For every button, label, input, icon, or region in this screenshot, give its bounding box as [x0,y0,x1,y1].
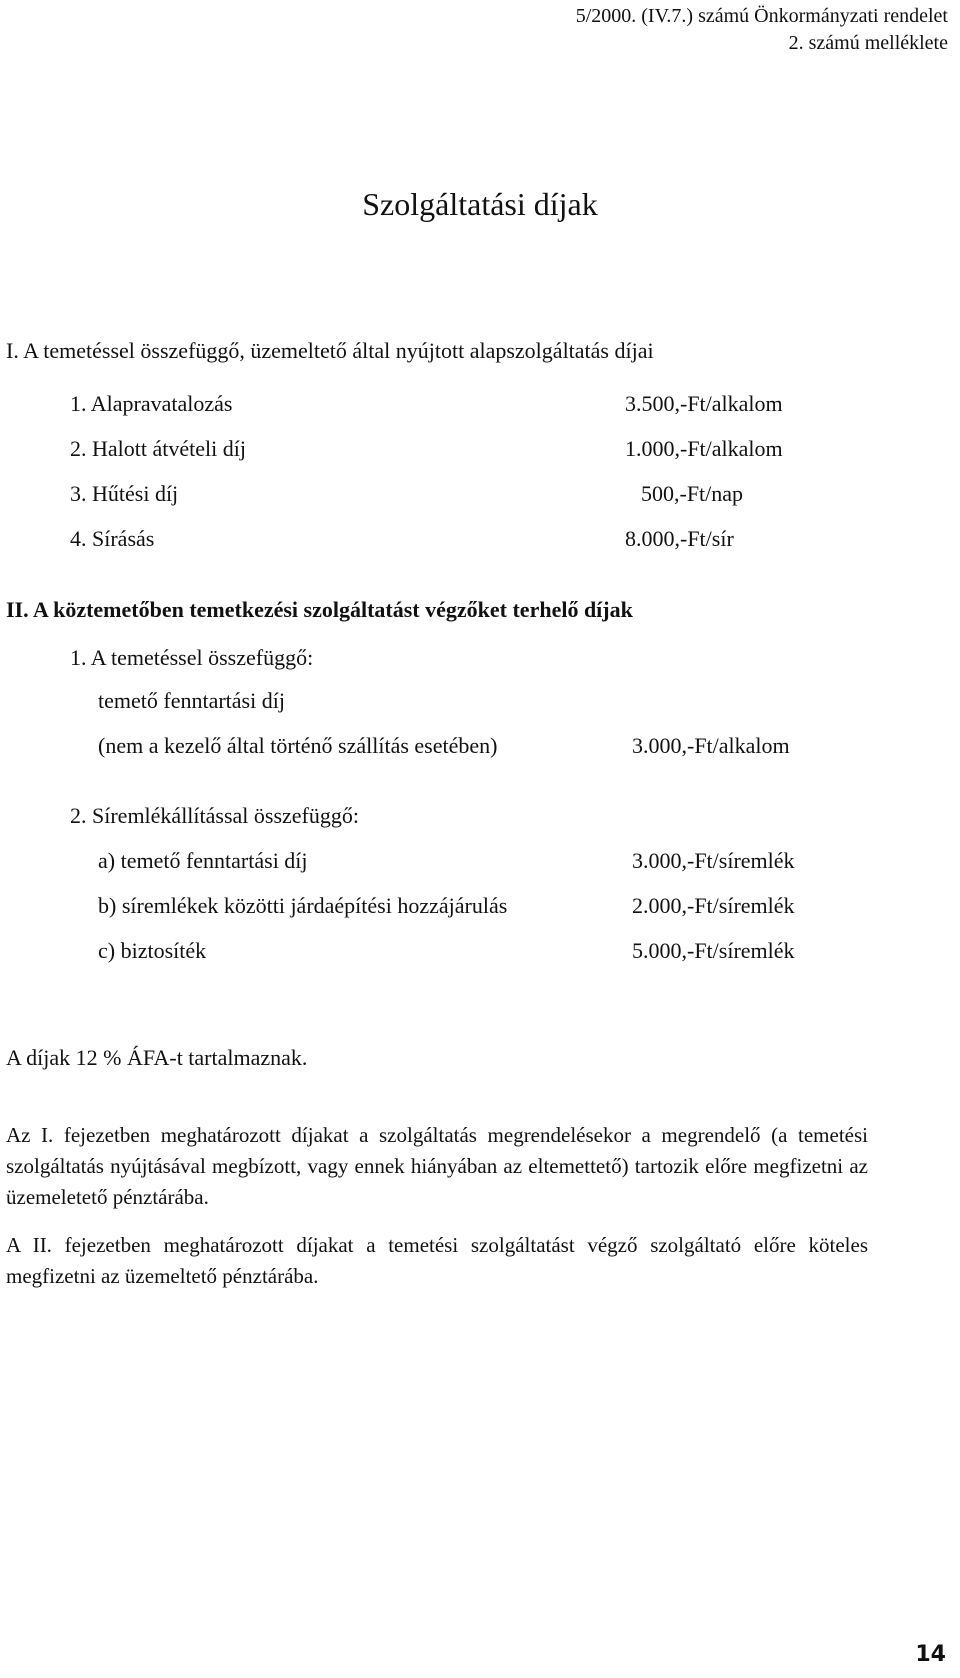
vat-note: A díjak 12 % ÁFA-t tartalmaznak. [6,1045,308,1070]
fee-item-price: 1.000,-Ft/alkalom [625,436,783,461]
fee-item-label: 4. Sírásás [70,526,155,551]
header-line-2: 2. számú melléklete [788,32,948,54]
fee-item-label: 2. Halott átvételi díj [70,436,246,461]
payment-paragraph-2: A II. fejezetben meghatározott díjakat a temetési szolgáltatást végző szolgáltató előre köteles megfizetni az üzemeltető pénztárába. [6,1233,868,1288]
section-2-item-1-line-2: (nem a kezelő által történő szállítás esetében) [98,733,498,758]
section-2-item-2-label: 2. Síremlékállítással összefüggő: [70,803,359,828]
fee-item-price: 8.000,-Ft/sír [625,526,734,551]
sub-item-price: 3.000,-Ft/síremlék [632,848,795,873]
fee-item-price: 500,-Ft/nap [641,481,744,506]
sub-item-price: 5.000,-Ft/síremlék [632,938,795,963]
section-2-item-1-price: 3.000,-Ft/alkalom [632,733,790,758]
section-2-item-1-label: 1. A temetéssel összefüggő: [70,645,314,670]
sub-item-label: c) biztosíték [98,938,207,963]
fee-item-label: 3. Hűtési díj [70,481,179,506]
page-number: 14 [915,1642,946,1667]
section-1-heading: I. A temetéssel összefüggő, üzemeltető által nyújtott alapszolgáltatás díjai [6,338,654,363]
header-line-1: 5/2000. (IV.7.) számú Önkormányzati rendelet [575,5,948,27]
section-2-item-1-line-1: temető fenntartási díj [98,688,285,713]
payment-paragraph-1: Az I. fejezetben meghatározott díjakat a szolgáltatás megrendelésekor a megrendelő (a temetési szolgáltatás nyújtásával megbízott, vagy ennek hiányában az eltemettető) tartozik előre megfizetni az üzemeletető pénztárába. [6,1123,868,1209]
sub-item-label: b) síremlékek közötti járdaépítési hozzájárulás [98,893,508,918]
page-title: Szolgáltatási díjak [362,186,598,222]
sub-item-label: a) temető fenntartási díj [98,848,308,873]
fee-item-price: 3.500,-Ft/alkalom [625,391,783,416]
section-2-heading: II. A köztemetőben temetkezési szolgáltatást végzőket terhelő díjak [6,597,633,622]
sub-item-price: 2.000,-Ft/síremlék [632,893,795,918]
fee-item-label: 1. Alapravatalozás [70,391,233,416]
